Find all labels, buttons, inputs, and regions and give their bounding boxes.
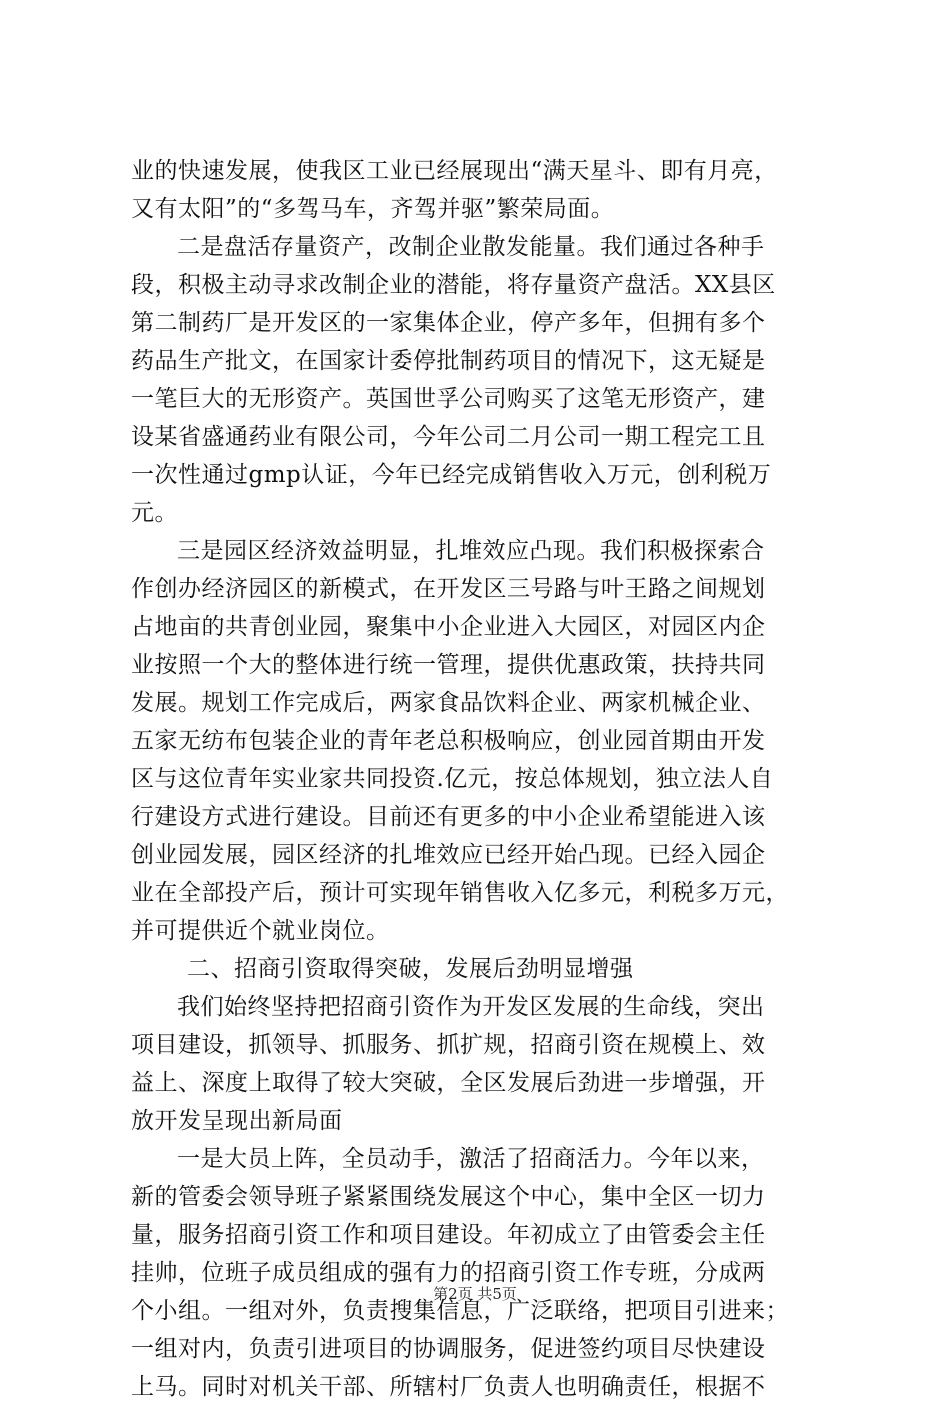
text-line: 作创办经济园区的新模式，在开发区三号路与叶王路之间规划: [131, 576, 766, 602]
section-heading: [131, 950, 831, 988]
page-footer: 第2页 共5页: [433, 1285, 517, 1303]
text-line: 占地亩的共青创业园，聚集中小企业进入大园区，对园区内企: [131, 614, 766, 640]
text-line: 三是园区经济效益明显，扎堆效应凸现。我们积极探索合: [177, 538, 765, 564]
text-line: 并可提供近个就业岗位。: [131, 918, 390, 944]
paragraph: [131, 988, 831, 1140]
text-line: 发展。规划工作完成后，两家食品饮料企业、两家机械企业、: [131, 690, 766, 716]
text-line: 个小组。一组对外，负责搜集信息，广泛联络，把项目引进来；: [131, 1298, 789, 1324]
text-line: 创业园发展，园区经济的扎堆效应已经开始凸现。已经入园企: [131, 842, 766, 868]
text-line: 一笔巨大的无形资产。英国世孚公司购买了这笔无形资产，建: [131, 386, 766, 412]
text-line: 第二制药厂是开发区的一家集体企业，停产多年，但拥有多个: [131, 310, 766, 336]
text-line: 又有太阳”的“多驾马车，齐驾并驱”繁荣局面。: [131, 196, 615, 222]
text-line: 益上、深度上取得了较大突破，全区发展后劲进一步增强，开: [131, 1070, 766, 1096]
text-line: 二、招商引资取得突破，发展后劲明显增强: [187, 956, 634, 982]
text-line: 量，服务招商引资工作和项目建设。年初成立了由管委会主任: [131, 1222, 766, 1248]
text-line: 一是大员上阵，全员动手，激活了招商活力。今年以来，: [177, 1146, 765, 1172]
text-line: 放开发呈现出新局面: [131, 1108, 343, 1134]
text-line: 行建设方式进行建设。目前还有更多的中小企业希望能进入该: [131, 804, 766, 830]
text-line: 药品生产批文，在国家计委停批制药项目的情况下，这无疑是: [131, 348, 766, 374]
text-line: 上马。同时对机关干部、所辖村厂负责人也明确责任，根据不: [131, 1374, 766, 1400]
text-line: 区与这位青年实业家共同投资.亿元，按总体规划，独立法人自: [131, 766, 774, 792]
paragraph: [131, 228, 831, 532]
text-line: 挂帅，位班子成员组成的强有力的招商引资工作专班，分成两: [131, 1260, 766, 1286]
text-line: 新的管委会领导班子紧紧围绕发展这个中心，集中全区一切力: [131, 1184, 766, 1210]
text-line: 二是盘活存量资产，改制企业散发能量。我们通过各种手: [177, 234, 765, 260]
text-line: 设某省盛通药业有限公司，今年公司二月公司一期工程完工且: [131, 424, 766, 450]
paragraph: [131, 532, 831, 950]
text-line: 我们始终坚持把招商引资作为开发区发展的生命线，突出: [177, 994, 765, 1020]
text-line: 业在全部投产后，预计可实现年销售收入亿多元，利税多万元，: [131, 880, 789, 906]
text-line: 五家无纺布包装企业的青年老总积极响应，创业园首期由开发: [131, 728, 766, 754]
text-line: 一组对内，负责引进项目的协调服务，促进签约项目尽快建设: [131, 1336, 766, 1362]
paragraph: [131, 1140, 831, 1406]
text-line: 元。: [131, 500, 178, 526]
document-body: [131, 152, 831, 1406]
paragraph: [131, 152, 831, 228]
text-line: 业的快速发展，使我区工业已经展现出“满天星斗、即有月亮，: [131, 158, 778, 184]
text-line: 段，积极主动寻求改制企业的潜能，将存量资产盘活。XX县区: [131, 272, 776, 298]
text-line: 一次性通过gmp认证，今年已经完成销售收入万元，创利税万: [131, 462, 772, 488]
text-line: 项目建设，抓领导、抓服务、抓扩规，招商引资在规模上、效: [131, 1032, 766, 1058]
text-line: 业按照一个大的整体进行统一管理，提供优惠政策，扶持共同: [131, 652, 766, 678]
